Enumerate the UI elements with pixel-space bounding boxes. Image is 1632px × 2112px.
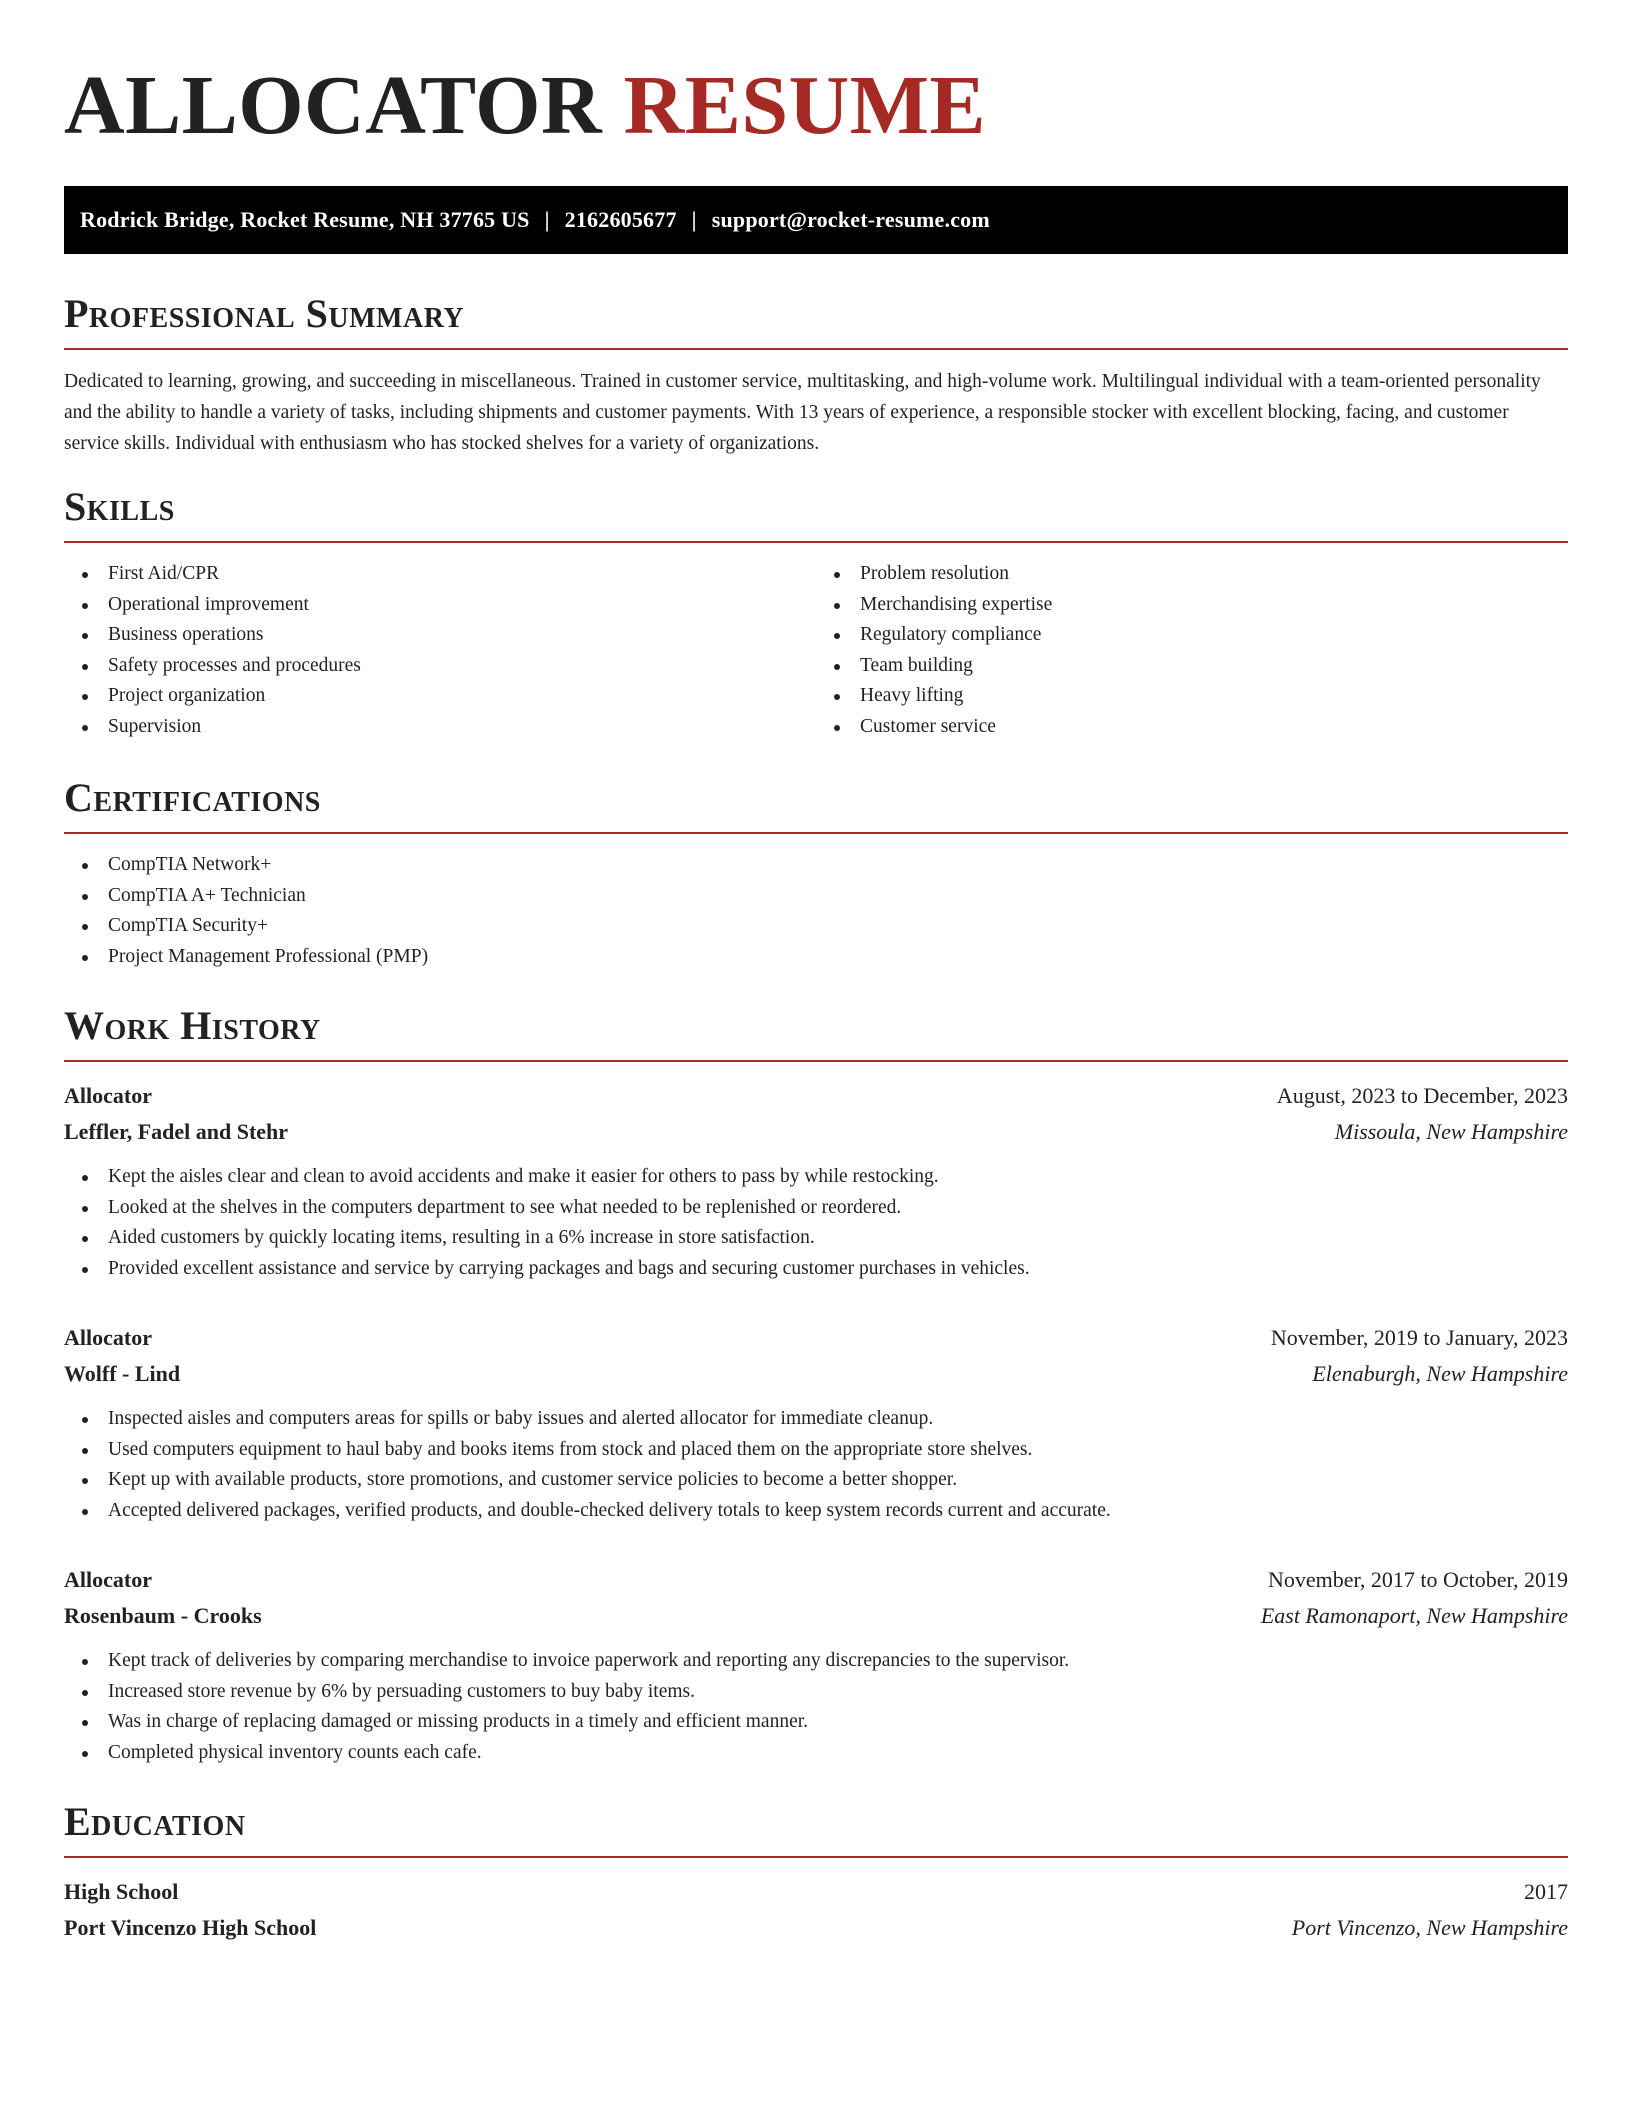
contact-address: Rodrick Bridge, Rocket Resume, NH 37765 US bbox=[80, 207, 530, 232]
section-heading: Professional Summary bbox=[64, 294, 1568, 350]
job-header-row bbox=[64, 1320, 1568, 1356]
job-company-row bbox=[64, 1114, 1568, 1150]
education-school-row bbox=[64, 1910, 1568, 1946]
duty-item: Looked at the shelves in the computers department to see what needed to be replenished or reordered. bbox=[80, 1193, 1568, 1224]
job-entry bbox=[64, 1562, 1568, 1768]
skill-item: Regulatory compliance bbox=[832, 620, 1568, 651]
contact-email: support@rocket-resume.com bbox=[711, 207, 990, 232]
duty-item: Inspected aisles and computers areas for spills or baby issues and alerted allocator for immediate cleanup. bbox=[80, 1404, 1568, 1435]
job-company-row bbox=[64, 1356, 1568, 1392]
section-heading: Work History bbox=[64, 1006, 1568, 1062]
duty-item: Kept track of deliveries by comparing merchandise to invoice paperwork and reporting any discrepancies to the supervisor. bbox=[80, 1646, 1568, 1677]
contact-bar bbox=[64, 186, 1568, 254]
education-section bbox=[64, 1799, 1568, 1946]
certifications-section bbox=[64, 775, 1568, 972]
skill-item: Project organization bbox=[80, 681, 816, 712]
work-history-section bbox=[64, 1003, 1568, 1768]
job-entry bbox=[64, 1320, 1568, 1526]
education-school: Port Vincenzo High School bbox=[64, 1915, 317, 1940]
skills-list-right bbox=[816, 559, 1568, 742]
skill-item: Supervision bbox=[80, 712, 816, 743]
job-header-row bbox=[64, 1078, 1568, 1114]
title-resume: RESUME bbox=[623, 59, 987, 152]
job-header-row bbox=[64, 1562, 1568, 1598]
title-job: ALLOCATOR bbox=[64, 59, 603, 152]
certification-item: CompTIA Network+ bbox=[80, 850, 1568, 881]
job-duties bbox=[64, 1162, 1568, 1284]
contact-separator: | bbox=[691, 207, 697, 232]
duty-item: Used computers equipment to haul baby and books items from stock and placed them on the appropriate store shelves. bbox=[80, 1435, 1568, 1466]
skill-item: Safety processes and procedures bbox=[80, 651, 816, 682]
skills-list-left bbox=[64, 559, 816, 742]
certifications-list bbox=[64, 850, 1568, 972]
education-degree-row bbox=[64, 1874, 1568, 1910]
section-heading: Certifications bbox=[64, 778, 1568, 834]
summary-text: Dedicated to learning, growing, and succeeding in miscellaneous. Trained in customer service, multitasking, and high-volume work. Multilingual individual with a team-oriented personality and the ability to handle a variety of tasks, including shipments and customer payments. With 13 years of experience, a responsible stocker with excellent blocking, facing, and customer service skills. Individual with enthusiasm who has stocked shelves for a variety of organizations. bbox=[64, 371, 1541, 454]
education-degree: High School bbox=[64, 1879, 179, 1904]
job-company: Rosenbaum - Crooks bbox=[64, 1603, 262, 1628]
resume-title bbox=[64, 59, 1568, 152]
skill-item: Team building bbox=[832, 651, 1568, 682]
job-title: Allocator bbox=[64, 1083, 152, 1108]
skill-item: Merchandising expertise bbox=[832, 590, 1568, 621]
job-dates: November, 2017 to October, 2019 bbox=[1267, 1567, 1568, 1592]
skill-item: Heavy lifting bbox=[832, 681, 1568, 712]
job-title: Allocator bbox=[64, 1567, 152, 1592]
job-duties bbox=[64, 1404, 1568, 1526]
job-dates: November, 2019 to January, 2023 bbox=[1270, 1325, 1568, 1350]
education-entry bbox=[64, 1874, 1568, 1946]
education-year: 2017 bbox=[1524, 1879, 1568, 1904]
summary-section bbox=[64, 291, 1568, 459]
job-company: Wolff - Lind bbox=[64, 1361, 181, 1386]
certification-item: CompTIA A+ Technician bbox=[80, 881, 1568, 912]
contact-phone: 2162605677 bbox=[564, 207, 677, 232]
certification-item: CompTIA Security+ bbox=[80, 911, 1568, 942]
skill-item: First Aid/CPR bbox=[80, 559, 816, 590]
job-entry bbox=[64, 1078, 1568, 1284]
duty-item: Provided excellent assistance and service by carrying packages and bags and securing customer purchases in vehicles. bbox=[80, 1254, 1568, 1285]
duty-item: Accepted delivered packages, verified products, and double-checked delivery totals to keep system records current and accurate. bbox=[80, 1496, 1568, 1527]
skills-section bbox=[64, 484, 1568, 742]
skill-item: Customer service bbox=[832, 712, 1568, 743]
duty-item: Aided customers by quickly locating items, resulting in a 6% increase in store satisfaction. bbox=[80, 1223, 1568, 1254]
duty-item: Kept the aisles clear and clean to avoid accidents and make it easier for others to pass by while restocking. bbox=[80, 1162, 1568, 1193]
skill-item: Business operations bbox=[80, 620, 816, 651]
skills-grid bbox=[64, 543, 1568, 742]
duty-item: Completed physical inventory counts each cafe. bbox=[80, 1738, 1568, 1769]
duty-item: Increased store revenue by 6% by persuading customers to buy baby items. bbox=[80, 1677, 1568, 1708]
job-location: Missoula, New Hampshire bbox=[1334, 1119, 1568, 1144]
section-heading: Education bbox=[64, 1802, 1568, 1858]
certification-item: Project Management Professional (PMP) bbox=[80, 942, 1568, 973]
duty-item: Was in charge of replacing damaged or missing products in a timely and efficient manner. bbox=[80, 1707, 1568, 1738]
job-location: East Ramonaport, New Hampshire bbox=[1260, 1603, 1568, 1628]
contact-separator: | bbox=[544, 207, 550, 232]
job-duties bbox=[64, 1646, 1568, 1768]
job-title: Allocator bbox=[64, 1325, 152, 1350]
job-company: Leffler, Fadel and Stehr bbox=[64, 1119, 289, 1144]
section-heading: Skills bbox=[64, 487, 1568, 543]
job-company-row bbox=[64, 1598, 1568, 1634]
skill-item: Problem resolution bbox=[832, 559, 1568, 590]
skill-item: Operational improvement bbox=[80, 590, 816, 621]
duty-item: Kept up with available products, store promotions, and customer service policies to become a better shopper. bbox=[80, 1465, 1568, 1496]
job-dates: August, 2023 to December, 2023 bbox=[1276, 1083, 1568, 1108]
education-location: Port Vincenzo, New Hampshire bbox=[1291, 1915, 1568, 1940]
job-location: Elenaburgh, New Hampshire bbox=[1312, 1361, 1568, 1386]
